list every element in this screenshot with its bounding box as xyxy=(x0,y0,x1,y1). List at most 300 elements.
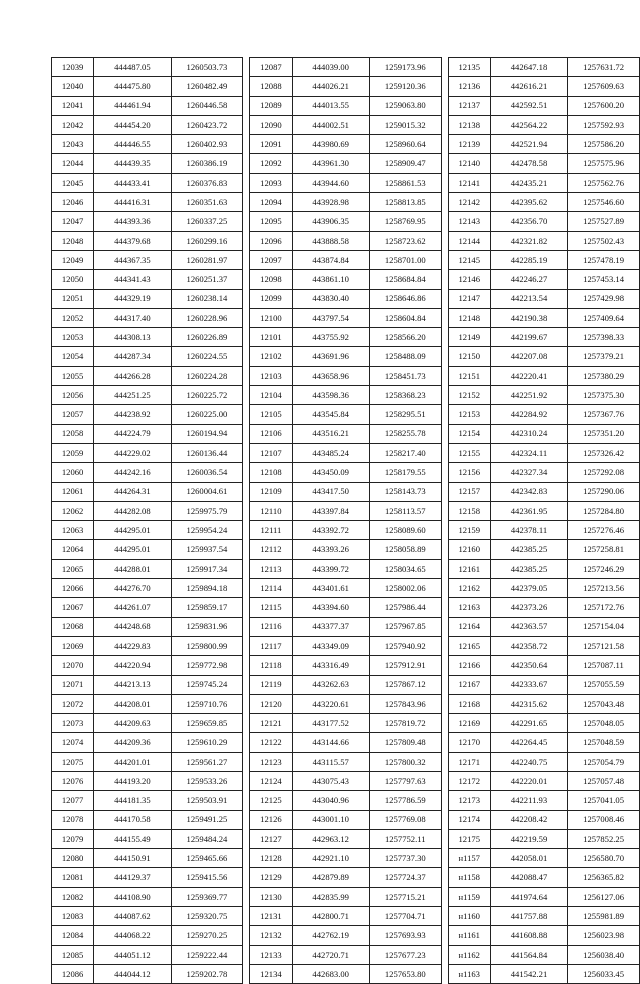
x-coordinate-cell: 444087.62 xyxy=(94,907,171,926)
x-coordinate-cell: 442321.82 xyxy=(490,231,567,250)
point-number-cell: 12081 xyxy=(52,868,94,887)
y-coordinate-cell: 1257843.96 xyxy=(369,694,441,713)
table-row xyxy=(448,270,639,289)
x-coordinate-cell: 442207.08 xyxy=(490,347,567,366)
y-coordinate-cell: 1257258.81 xyxy=(568,540,640,559)
x-coordinate-cell: 444276.70 xyxy=(94,579,171,598)
table-row xyxy=(250,964,441,983)
point-number-cell: 12110 xyxy=(250,501,292,520)
y-coordinate-cell: 1257008.46 xyxy=(568,810,640,829)
table-row xyxy=(52,328,243,347)
table-row xyxy=(448,752,639,771)
x-coordinate-cell: 442342.83 xyxy=(490,482,567,501)
point-number-cell: 12068 xyxy=(52,617,94,636)
y-coordinate-cell: 1257409.64 xyxy=(568,308,640,327)
x-coordinate-cell: 443691.96 xyxy=(292,347,369,366)
point-number-cell: 12096 xyxy=(250,231,292,250)
point-number-cell: 12092 xyxy=(250,154,292,173)
point-number-cell: 12091 xyxy=(250,135,292,154)
x-coordinate-cell: 444367.35 xyxy=(94,250,171,269)
coordinate-sheet xyxy=(51,57,640,984)
table-row xyxy=(448,328,639,347)
y-coordinate-cell: 1260386.19 xyxy=(171,154,243,173)
table-row xyxy=(448,193,639,212)
coordinates-table xyxy=(51,57,243,984)
table-row xyxy=(448,289,639,308)
point-number-cell: 12099 xyxy=(250,289,292,308)
y-coordinate-cell: 1260281.97 xyxy=(171,250,243,269)
table-row xyxy=(250,405,441,424)
table-row xyxy=(52,405,243,424)
table-row xyxy=(52,945,243,964)
y-coordinate-cell: 1260423.72 xyxy=(171,115,243,134)
y-coordinate-cell: 1257398.33 xyxy=(568,328,640,347)
table-row xyxy=(250,347,441,366)
table-row xyxy=(52,791,243,810)
x-coordinate-cell: 442835.99 xyxy=(292,887,369,906)
point-number-cell: 12080 xyxy=(52,849,94,868)
x-coordinate-cell: 443755.92 xyxy=(292,328,369,347)
x-coordinate-cell: 442361.95 xyxy=(490,501,567,520)
point-number-cell: 12157 xyxy=(448,482,490,501)
point-number-cell: 12066 xyxy=(52,579,94,598)
point-number-cell: 12150 xyxy=(448,347,490,366)
y-coordinate-cell: 1257809.48 xyxy=(369,733,441,752)
x-coordinate-cell: 444308.13 xyxy=(94,328,171,347)
y-coordinate-cell: 1259894.18 xyxy=(171,579,243,598)
point-number-cell: 12163 xyxy=(448,598,490,617)
table-row xyxy=(448,521,639,540)
point-number-cell: 12131 xyxy=(250,907,292,926)
y-coordinate-cell: 1257797.63 xyxy=(369,771,441,790)
y-coordinate-cell: 1257326.42 xyxy=(568,443,640,462)
table-row xyxy=(448,617,639,636)
table-row xyxy=(52,598,243,617)
table-row xyxy=(52,193,243,212)
x-coordinate-cell: 444341.43 xyxy=(94,270,171,289)
y-coordinate-cell: 1257041.05 xyxy=(568,791,640,810)
y-coordinate-cell: 1257546.60 xyxy=(568,193,640,212)
y-coordinate-cell: 1258143.73 xyxy=(369,482,441,501)
x-coordinate-cell: 444068.22 xyxy=(94,926,171,945)
table-row xyxy=(52,135,243,154)
x-coordinate-cell: 444193.20 xyxy=(94,771,171,790)
point-number-cell: 12154 xyxy=(448,424,490,443)
table-row xyxy=(250,135,441,154)
x-coordinate-cell: 444475.80 xyxy=(94,77,171,96)
y-coordinate-cell: 1257986.44 xyxy=(369,598,441,617)
y-coordinate-cell: 1257562.76 xyxy=(568,173,640,192)
table-row xyxy=(52,926,243,945)
y-coordinate-cell: 1260228.96 xyxy=(171,308,243,327)
point-number-cell: 12113 xyxy=(250,559,292,578)
x-coordinate-cell: 443394.60 xyxy=(292,598,369,617)
point-number-cell: 12146 xyxy=(448,270,490,289)
x-coordinate-cell: 443377.37 xyxy=(292,617,369,636)
y-coordinate-cell: 1257087.11 xyxy=(568,656,640,675)
y-coordinate-cell: 1258255.78 xyxy=(369,424,441,443)
point-number-cell: 12134 xyxy=(250,964,292,983)
y-coordinate-cell: 1258909.47 xyxy=(369,154,441,173)
y-coordinate-cell: 1260299.16 xyxy=(171,231,243,250)
table-row xyxy=(250,579,441,598)
table-row xyxy=(52,579,243,598)
point-number-cell: 12162 xyxy=(448,579,490,598)
y-coordinate-cell: 1259120.36 xyxy=(369,77,441,96)
table-row xyxy=(448,58,639,77)
x-coordinate-cell: 443980.69 xyxy=(292,135,369,154)
point-number-cell: 12077 xyxy=(52,791,94,810)
point-number-cell: 12149 xyxy=(448,328,490,347)
point-number-cell: 12067 xyxy=(52,598,94,617)
point-number-cell: 12073 xyxy=(52,714,94,733)
point-number-cell: 12041 xyxy=(52,96,94,115)
table-row xyxy=(250,907,441,926)
y-coordinate-cell: 1258034.65 xyxy=(369,559,441,578)
x-coordinate-cell: 441542.21 xyxy=(490,964,567,983)
x-coordinate-cell: 442327.34 xyxy=(490,463,567,482)
x-coordinate-cell: 442058.01 xyxy=(490,849,567,868)
x-coordinate-cell: 444229.83 xyxy=(94,636,171,655)
table-row xyxy=(448,810,639,829)
point-number-cell: 12070 xyxy=(52,656,94,675)
table-row xyxy=(250,212,441,231)
x-coordinate-cell: 442246.27 xyxy=(490,270,567,289)
point-number-cell: 12140 xyxy=(448,154,490,173)
table-row xyxy=(250,559,441,578)
x-coordinate-cell: 444242.16 xyxy=(94,463,171,482)
y-coordinate-cell: 1257586.20 xyxy=(568,135,640,154)
y-coordinate-cell: 1259859.17 xyxy=(171,598,243,617)
x-coordinate-cell: 442213.54 xyxy=(490,289,567,308)
point-number-cell: 12132 xyxy=(250,926,292,945)
point-number-cell: 12151 xyxy=(448,366,490,385)
y-coordinate-cell: 1260224.28 xyxy=(171,366,243,385)
y-coordinate-cell: 1257752.11 xyxy=(369,829,441,848)
table-row xyxy=(448,540,639,559)
point-number-cell: 12136 xyxy=(448,77,490,96)
x-coordinate-cell: 444129.37 xyxy=(94,868,171,887)
x-coordinate-cell: 442683.00 xyxy=(292,964,369,983)
x-coordinate-cell: 444026.21 xyxy=(292,77,369,96)
y-coordinate-cell: 1258813.85 xyxy=(369,193,441,212)
point-number-cell: 12114 xyxy=(250,579,292,598)
table-row xyxy=(250,810,441,829)
y-coordinate-cell: 1260402.93 xyxy=(171,135,243,154)
table-row xyxy=(448,964,639,983)
x-coordinate-cell: 443001.10 xyxy=(292,810,369,829)
table-row xyxy=(52,173,243,192)
y-coordinate-cell: 1260225.00 xyxy=(171,405,243,424)
point-number-cell: 12159 xyxy=(448,521,490,540)
table-row xyxy=(250,482,441,501)
point-number-cell: 12118 xyxy=(250,656,292,675)
x-coordinate-cell: 444461.94 xyxy=(94,96,171,115)
y-coordinate-cell: 1259015.32 xyxy=(369,115,441,134)
point-number-cell: 12128 xyxy=(250,849,292,868)
point-number-cell: 12101 xyxy=(250,328,292,347)
y-coordinate-cell: 1257478.19 xyxy=(568,250,640,269)
point-number-cell: 12126 xyxy=(250,810,292,829)
y-coordinate-cell: 1256580.70 xyxy=(568,849,640,868)
table-row xyxy=(52,231,243,250)
table-row xyxy=(52,289,243,308)
point-number-cell: 12158 xyxy=(448,501,490,520)
x-coordinate-cell: 444208.01 xyxy=(94,694,171,713)
table-row xyxy=(52,656,243,675)
x-coordinate-cell: 444261.07 xyxy=(94,598,171,617)
table-row xyxy=(52,308,243,327)
y-coordinate-cell: 1258684.84 xyxy=(369,270,441,289)
y-coordinate-cell: 1257502.43 xyxy=(568,231,640,250)
y-coordinate-cell: 1260238.14 xyxy=(171,289,243,308)
point-number-cell: 12164 xyxy=(448,617,490,636)
point-number-cell: 12165 xyxy=(448,636,490,655)
x-coordinate-cell: 442190.38 xyxy=(490,308,567,327)
x-coordinate-cell: 444220.94 xyxy=(94,656,171,675)
x-coordinate-cell: 441608.88 xyxy=(490,926,567,945)
point-number-cell: 12133 xyxy=(250,945,292,964)
y-coordinate-cell: 1260482.49 xyxy=(171,77,243,96)
table-row xyxy=(250,829,441,848)
y-coordinate-cell: 1259270.25 xyxy=(171,926,243,945)
x-coordinate-cell: 442385.25 xyxy=(490,540,567,559)
x-coordinate-cell: 442564.22 xyxy=(490,115,567,134)
x-coordinate-cell: 443830.40 xyxy=(292,289,369,308)
point-number-cell: 12060 xyxy=(52,463,94,482)
x-coordinate-cell: 442616.21 xyxy=(490,77,567,96)
y-coordinate-cell: 1257276.46 xyxy=(568,521,640,540)
point-number-cell: 12089 xyxy=(250,96,292,115)
table-row xyxy=(448,77,639,96)
x-coordinate-cell: 443797.54 xyxy=(292,308,369,327)
y-coordinate-cell: 1257715.21 xyxy=(369,887,441,906)
y-coordinate-cell: 1257940.92 xyxy=(369,636,441,655)
x-coordinate-cell: 442291.65 xyxy=(490,714,567,733)
point-number-cell: 12083 xyxy=(52,907,94,926)
x-coordinate-cell: 443944.60 xyxy=(292,173,369,192)
table-row xyxy=(52,617,243,636)
table-row xyxy=(52,443,243,462)
point-number-cell: 12167 xyxy=(448,675,490,694)
point-number-cell: 12044 xyxy=(52,154,94,173)
point-number-cell: 12123 xyxy=(250,752,292,771)
point-number-cell: 12143 xyxy=(448,212,490,231)
y-coordinate-cell: 1259173.96 xyxy=(369,58,441,77)
y-coordinate-cell: 1260224.55 xyxy=(171,347,243,366)
point-number-cell: 12119 xyxy=(250,675,292,694)
x-coordinate-cell: 443545.84 xyxy=(292,405,369,424)
point-number-cell: 12103 xyxy=(250,366,292,385)
y-coordinate-cell: 1257375.30 xyxy=(568,386,640,405)
point-number-cell: 12086 xyxy=(52,964,94,983)
x-coordinate-cell: 442315.62 xyxy=(490,694,567,713)
table-row xyxy=(52,347,243,366)
table-row xyxy=(52,559,243,578)
y-coordinate-cell: 1257600.20 xyxy=(568,96,640,115)
x-coordinate-cell: 444002.51 xyxy=(292,115,369,134)
point-number-cell: 12106 xyxy=(250,424,292,443)
x-coordinate-cell: 443262.63 xyxy=(292,675,369,694)
y-coordinate-cell: 1260337.25 xyxy=(171,212,243,231)
y-coordinate-cell: 1257693.93 xyxy=(369,926,441,945)
y-coordinate-cell: 1257246.29 xyxy=(568,559,640,578)
x-coordinate-cell: 444446.55 xyxy=(94,135,171,154)
y-coordinate-cell: 1257852.25 xyxy=(568,829,640,848)
table-row xyxy=(448,424,639,443)
x-coordinate-cell: 442647.18 xyxy=(490,58,567,77)
point-number-cell: 12170 xyxy=(448,733,490,752)
table-row xyxy=(448,366,639,385)
x-coordinate-cell: 443450.09 xyxy=(292,463,369,482)
table-row xyxy=(448,579,639,598)
table-row xyxy=(52,521,243,540)
y-coordinate-cell: 1257453.14 xyxy=(568,270,640,289)
point-number-cell: 12087 xyxy=(250,58,292,77)
y-coordinate-cell: 1259745.24 xyxy=(171,675,243,694)
x-coordinate-cell: 442921.10 xyxy=(292,849,369,868)
y-coordinate-cell: 1257786.59 xyxy=(369,791,441,810)
table-row xyxy=(52,714,243,733)
point-number-cell: 12085 xyxy=(52,945,94,964)
point-number-cell: 12116 xyxy=(250,617,292,636)
table-row xyxy=(448,694,639,713)
point-number-cell: н1158 xyxy=(448,868,490,887)
x-coordinate-cell: 442285.19 xyxy=(490,250,567,269)
table-row xyxy=(250,386,441,405)
y-coordinate-cell: 1257048.05 xyxy=(568,714,640,733)
x-coordinate-cell: 442199.67 xyxy=(490,328,567,347)
point-number-cell: 12079 xyxy=(52,829,94,848)
y-coordinate-cell: 1258604.84 xyxy=(369,308,441,327)
table-row xyxy=(448,173,639,192)
x-coordinate-cell: 444287.34 xyxy=(94,347,171,366)
table-row xyxy=(448,386,639,405)
y-coordinate-cell: 1260251.37 xyxy=(171,270,243,289)
x-coordinate-cell: 444051.12 xyxy=(94,945,171,964)
x-coordinate-cell: 442720.71 xyxy=(292,945,369,964)
table-row xyxy=(250,424,441,443)
table-row xyxy=(448,250,639,269)
x-coordinate-cell: 441757.88 xyxy=(490,907,567,926)
x-coordinate-cell: 444317.40 xyxy=(94,308,171,327)
table-row xyxy=(250,636,441,655)
x-coordinate-cell: 443658.96 xyxy=(292,366,369,385)
x-coordinate-cell: 443401.61 xyxy=(292,579,369,598)
y-coordinate-cell: 1257912.91 xyxy=(369,656,441,675)
table-row xyxy=(250,926,441,945)
table-row xyxy=(448,656,639,675)
y-coordinate-cell: 1256033.45 xyxy=(568,964,640,983)
table-row xyxy=(52,58,243,77)
y-coordinate-cell: 1259503.91 xyxy=(171,791,243,810)
point-number-cell: 12108 xyxy=(250,463,292,482)
y-coordinate-cell: 1257154.04 xyxy=(568,617,640,636)
x-coordinate-cell: 443874.84 xyxy=(292,250,369,269)
y-coordinate-cell: 1259937.54 xyxy=(171,540,243,559)
x-coordinate-cell: 442310.24 xyxy=(490,424,567,443)
coordinates-table xyxy=(448,57,640,984)
table-row xyxy=(250,366,441,385)
table-row xyxy=(250,501,441,520)
point-number-cell: 12064 xyxy=(52,540,94,559)
x-coordinate-cell: 442478.58 xyxy=(490,154,567,173)
table-row xyxy=(250,849,441,868)
point-number-cell: 12172 xyxy=(448,771,490,790)
y-coordinate-cell: 1257284.80 xyxy=(568,501,640,520)
table-row xyxy=(250,154,441,173)
y-coordinate-cell: 1257055.59 xyxy=(568,675,640,694)
y-coordinate-cell: 1257967.85 xyxy=(369,617,441,636)
table-row xyxy=(250,598,441,617)
y-coordinate-cell: 1259659.85 xyxy=(171,714,243,733)
table-row xyxy=(52,96,243,115)
point-number-cell: 12161 xyxy=(448,559,490,578)
y-coordinate-cell: 1257575.96 xyxy=(568,154,640,173)
x-coordinate-cell: 444213.13 xyxy=(94,675,171,694)
x-coordinate-cell: 442264.45 xyxy=(490,733,567,752)
point-number-cell: н1161 xyxy=(448,926,490,945)
point-number-cell: 12074 xyxy=(52,733,94,752)
x-coordinate-cell: 444201.01 xyxy=(94,752,171,771)
table-row xyxy=(250,733,441,752)
table-row xyxy=(52,868,243,887)
point-number-cell: 12088 xyxy=(250,77,292,96)
point-number-cell: 12152 xyxy=(448,386,490,405)
point-number-cell: н1162 xyxy=(448,945,490,964)
table-row xyxy=(52,829,243,848)
x-coordinate-cell: 442220.41 xyxy=(490,366,567,385)
y-coordinate-cell: 1260226.89 xyxy=(171,328,243,347)
y-coordinate-cell: 1257724.37 xyxy=(369,868,441,887)
point-number-cell: 12048 xyxy=(52,231,94,250)
table-row xyxy=(250,463,441,482)
point-number-cell: 12147 xyxy=(448,289,490,308)
table-row xyxy=(52,733,243,752)
y-coordinate-cell: 1257819.72 xyxy=(369,714,441,733)
point-number-cell: 12122 xyxy=(250,733,292,752)
point-number-cell: н1163 xyxy=(448,964,490,983)
y-coordinate-cell: 1259710.76 xyxy=(171,694,243,713)
y-coordinate-cell: 1259222.44 xyxy=(171,945,243,964)
x-coordinate-cell: 444170.58 xyxy=(94,810,171,829)
point-number-cell: 12168 xyxy=(448,694,490,713)
table-row xyxy=(250,58,441,77)
point-number-cell: 12059 xyxy=(52,443,94,462)
table-row xyxy=(250,328,441,347)
point-number-cell: 12142 xyxy=(448,193,490,212)
x-coordinate-cell: 443115.57 xyxy=(292,752,369,771)
y-coordinate-cell: 1259369.77 xyxy=(171,887,243,906)
point-number-cell: 12053 xyxy=(52,328,94,347)
x-coordinate-cell: 444416.31 xyxy=(94,193,171,212)
x-coordinate-cell: 444013.55 xyxy=(292,96,369,115)
point-number-cell: 12052 xyxy=(52,308,94,327)
table-row xyxy=(250,270,441,289)
x-coordinate-cell: 443349.09 xyxy=(292,636,369,655)
table-row xyxy=(448,501,639,520)
y-coordinate-cell: 1256365.82 xyxy=(568,868,640,887)
point-number-cell: 12045 xyxy=(52,173,94,192)
table-row xyxy=(250,617,441,636)
table-row xyxy=(448,636,639,655)
x-coordinate-cell: 442379.05 xyxy=(490,579,567,598)
y-coordinate-cell: 1259831.96 xyxy=(171,617,243,636)
point-number-cell: 12056 xyxy=(52,386,94,405)
y-coordinate-cell: 1257653.80 xyxy=(369,964,441,983)
table-row xyxy=(250,945,441,964)
y-coordinate-cell: 1256038.40 xyxy=(568,945,640,964)
